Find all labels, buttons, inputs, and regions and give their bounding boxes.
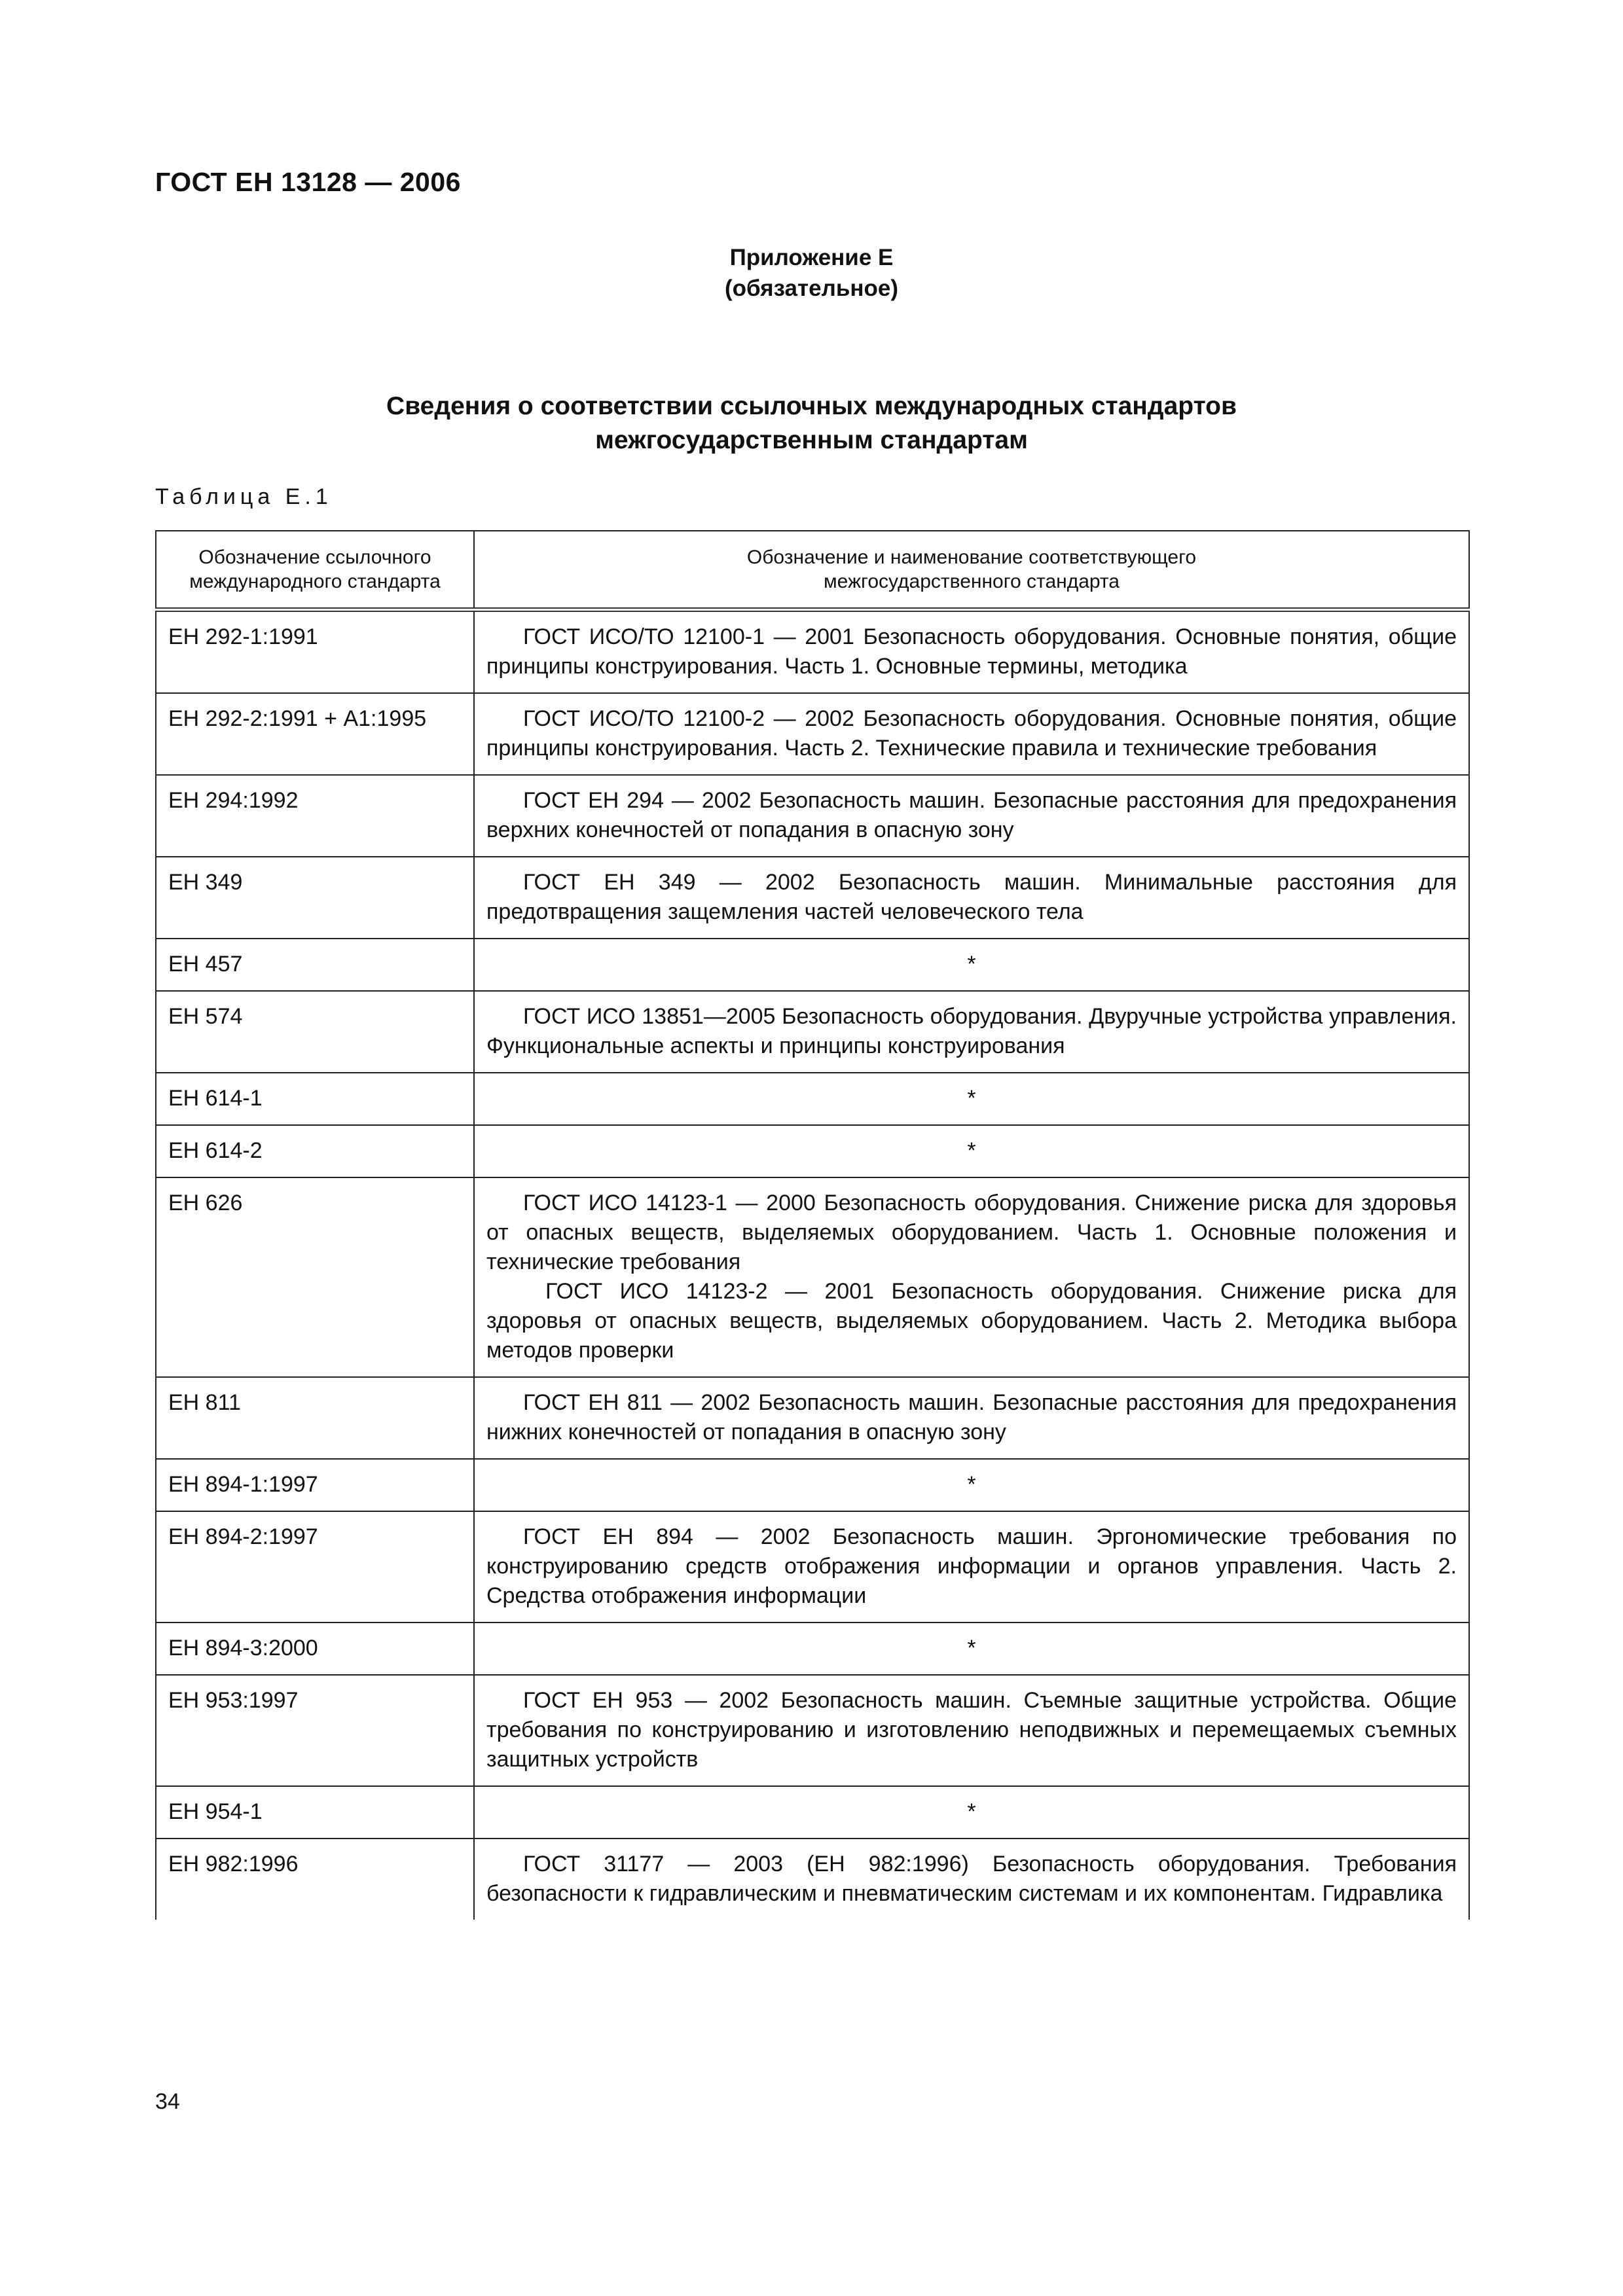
page-number: 34 bbox=[155, 2089, 180, 2114]
table-row bbox=[156, 1623, 1469, 1675]
table-row bbox=[156, 1459, 1469, 1511]
interstate-standard-description bbox=[474, 610, 1469, 694]
appendix-heading bbox=[0, 242, 1623, 304]
interstate-standard-description bbox=[474, 991, 1469, 1073]
international-standard-code: ЕН 894-1:1997 bbox=[156, 1459, 474, 1511]
standard-description-paragraph: ГОСТ ИСО/ТО 12100-1 — 2001 Безопасность оборудования. Основные понятия, общие принципы конструирования. Часть 1. Основные термины, методика bbox=[486, 624, 1457, 679]
international-standard-code: ЕН 953:1997 bbox=[156, 1675, 474, 1786]
table-label: Таблица Е.1 bbox=[155, 484, 333, 509]
section-title-line-2: межгосударственным стандартам bbox=[595, 426, 1028, 454]
international-standard-code: ЕН 574 bbox=[156, 991, 474, 1073]
table-row bbox=[156, 857, 1469, 939]
no-equivalent-marker: * bbox=[474, 1125, 1469, 1177]
standard-description-paragraph: ГОСТ ИСО 14123-2 — 2001 Безопасность оборудования. Снижение риска для здоровья от опасных веществ, выделяемых оборудованием. Часть 2. Методика выбора методов проверки bbox=[486, 1279, 1457, 1363]
interstate-standard-description bbox=[474, 1675, 1469, 1786]
no-equivalent-marker: * bbox=[474, 1459, 1469, 1511]
table-row bbox=[156, 1786, 1469, 1839]
table-row bbox=[156, 610, 1469, 694]
no-equivalent-marker: * bbox=[474, 939, 1469, 991]
header-interstate-standard bbox=[474, 531, 1469, 610]
table-row bbox=[156, 1073, 1469, 1125]
standard-description-paragraph: ГОСТ ЕН 294 — 2002 Безопасность машин. Безопасные расстояния для предохранения верхних конечностей от попадания в опасную зону bbox=[486, 788, 1457, 842]
standard-description-paragraph: ГОСТ ИСО 14123-1 — 2000 Безопасность оборудования. Снижение риска для здоровья от опасных веществ, выделяемых оборудованием. Часть 1. Основные положения и технические требования bbox=[486, 1191, 1457, 1274]
international-standard-code: ЕН 292-2:1991 + А1:1995 bbox=[156, 693, 474, 775]
appendix-status: (обязательное) bbox=[724, 276, 898, 301]
international-standard-code: ЕН 294:1992 bbox=[156, 775, 474, 857]
interstate-standard-description bbox=[474, 1177, 1469, 1377]
interstate-standard-description bbox=[474, 1511, 1469, 1623]
header-col1-line1: Обозначение ссылочного bbox=[198, 547, 431, 568]
section-title-line-1: Сведения о соответствии ссылочных международных стандартов bbox=[386, 392, 1237, 420]
table-header-row bbox=[156, 531, 1469, 610]
standard-description-paragraph: ГОСТ ЕН 894 — 2002 Безопасность машин. Эргономические требования по конструированию средств отображения информации и органов управления. Часть 2. Средства отображения информации bbox=[486, 1524, 1457, 1608]
table-row bbox=[156, 1377, 1469, 1459]
international-standard-code: ЕН 626 bbox=[156, 1177, 474, 1377]
header-col2-line1: Обозначение и наименование соответствующего bbox=[746, 547, 1197, 568]
table-row bbox=[156, 939, 1469, 991]
table-row bbox=[156, 1839, 1469, 1920]
interstate-standard-description bbox=[474, 693, 1469, 775]
document-code: ГОСТ ЕН 13128 — 2006 bbox=[155, 167, 461, 197]
standard-description-paragraph: ГОСТ ИСО 13851—2005 Безопасность оборудования. Двуручные устройства управления. Функциональные аспекты и принципы конструирования bbox=[486, 1004, 1457, 1058]
interstate-standard-description bbox=[474, 1377, 1469, 1459]
table-row bbox=[156, 1675, 1469, 1786]
standards-table bbox=[155, 530, 1470, 1920]
table-row bbox=[156, 775, 1469, 857]
header-international-standard bbox=[156, 531, 474, 610]
standard-description-paragraph: ГОСТ 31177 — 2003 (ЕН 982:1996) Безопасность оборудования. Требования безопасности к гидравлическим и пневматическим системам и их компонентам. Гидравлика bbox=[486, 1852, 1457, 1906]
appendix-title: Приложение Е bbox=[729, 245, 894, 270]
interstate-standard-description bbox=[474, 775, 1469, 857]
standard-description-paragraph: ГОСТ ЕН 953 — 2002 Безопасность машин. Съемные защитные устройства. Общие требования по конструированию и изготовлению неподвижных и перемещаемых съемных защитных устройств bbox=[486, 1688, 1457, 1772]
table-row bbox=[156, 693, 1469, 775]
international-standard-code: ЕН 811 bbox=[156, 1377, 474, 1459]
no-equivalent-marker: * bbox=[474, 1623, 1469, 1675]
table-body bbox=[156, 610, 1469, 1920]
international-standard-code: ЕН 457 bbox=[156, 939, 474, 991]
international-standard-code: ЕН 614-1 bbox=[156, 1073, 474, 1125]
standards-table-wrapper bbox=[155, 530, 1468, 1920]
international-standard-code: ЕН 894-2:1997 bbox=[156, 1511, 474, 1623]
international-standard-code: ЕН 292-1:1991 bbox=[156, 610, 474, 694]
no-equivalent-marker: * bbox=[474, 1786, 1469, 1839]
international-standard-code: ЕН 894-3:2000 bbox=[156, 1623, 474, 1675]
table-row bbox=[156, 1511, 1469, 1623]
interstate-standard-description bbox=[474, 1839, 1469, 1920]
international-standard-code: ЕН 954-1 bbox=[156, 1786, 474, 1839]
header-col2-line2: межгосударственного стандарта bbox=[824, 571, 1120, 592]
international-standard-code: ЕН 982:1996 bbox=[156, 1839, 474, 1920]
standard-description-paragraph: ГОСТ ЕН 811 — 2002 Безопасность машин. Безопасные расстояния для предохранения нижних конечностей от попадания в опасную зону bbox=[486, 1390, 1457, 1444]
international-standard-code: ЕН 614-2 bbox=[156, 1125, 474, 1177]
international-standard-code: ЕН 349 bbox=[156, 857, 474, 939]
header-col1-line2: международного стандарта bbox=[189, 571, 441, 592]
section-title bbox=[0, 389, 1623, 457]
table-row bbox=[156, 1177, 1469, 1377]
standard-description-paragraph: ГОСТ ИСО/ТО 12100-2 — 2002 Безопасность оборудования. Основные понятия, общие принципы конструирования. Часть 2. Технические правила и технические требования bbox=[486, 706, 1457, 761]
table-row bbox=[156, 1125, 1469, 1177]
table-row bbox=[156, 991, 1469, 1073]
no-equivalent-marker: * bbox=[474, 1073, 1469, 1125]
interstate-standard-description bbox=[474, 857, 1469, 939]
standard-description-paragraph: ГОСТ ЕН 349 — 2002 Безопасность машин. Минимальные расстояния для предотвращения защемления частей человеческого тела bbox=[486, 870, 1457, 924]
